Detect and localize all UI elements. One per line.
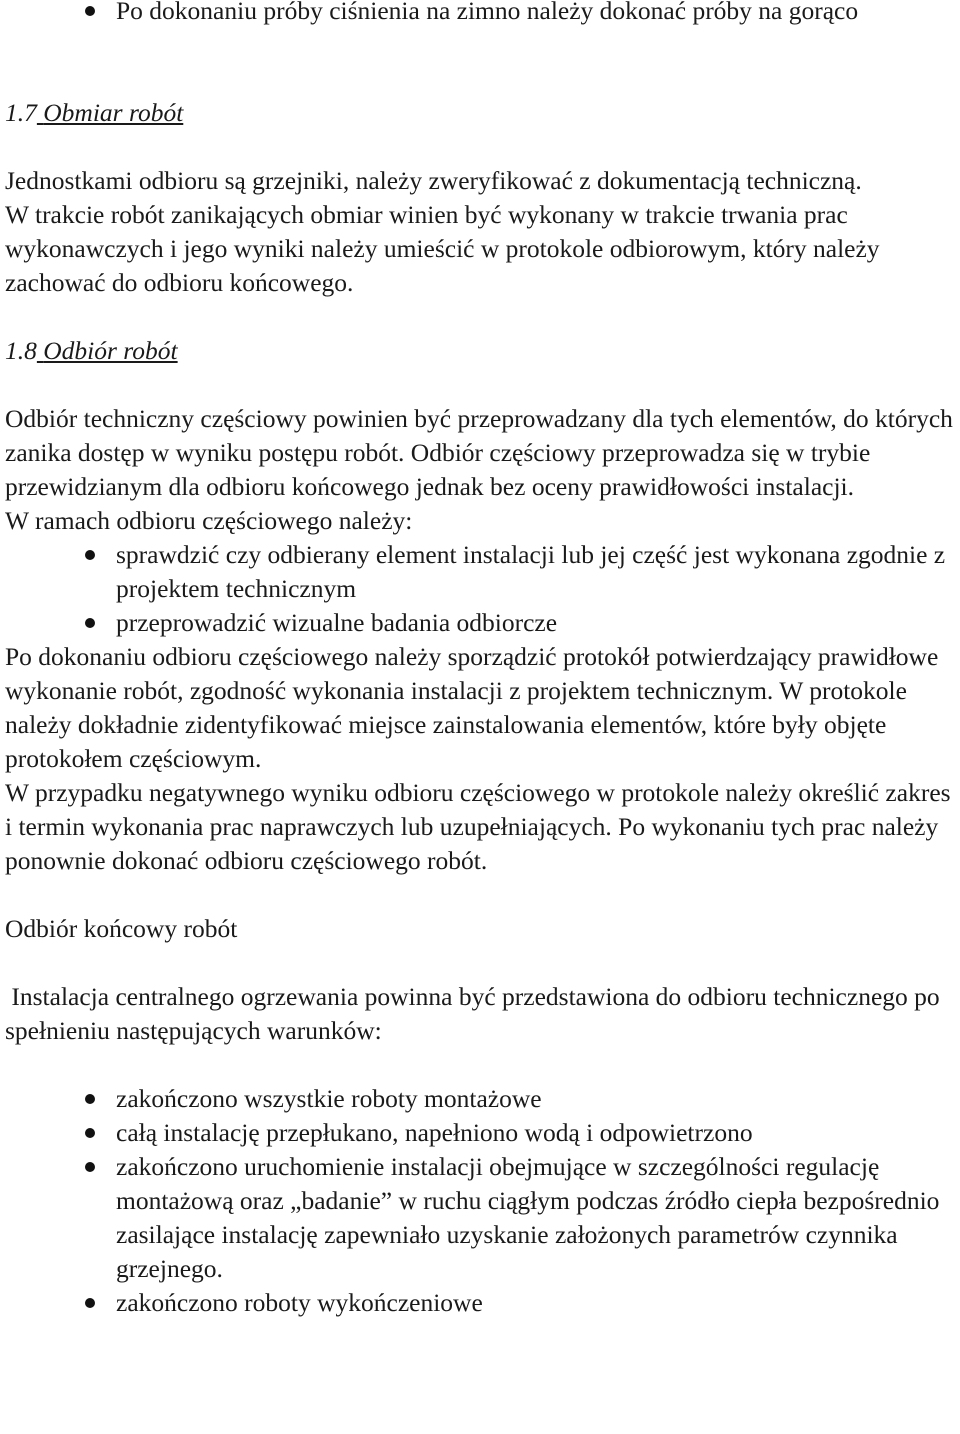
- bullet-icon: [85, 550, 95, 560]
- list-item: [5, 0, 957, 28]
- list-item-text: przeprowadzić wizualne badania odbiorcze: [116, 608, 558, 637]
- section-title: Odbiór robót: [43, 336, 178, 365]
- list-lead: W ramach odbioru częściowego należy:: [5, 506, 413, 535]
- list-item: [5, 1116, 957, 1150]
- section-heading-1-8: [5, 334, 957, 368]
- list-item: [5, 606, 957, 640]
- bullet-icon: [85, 1094, 95, 1104]
- list-item-text: sprawdzić czy odbierany element instalacji lub jej część jest wykonana zgodnie z projektem technicznym: [116, 540, 946, 603]
- section-number: 1.7: [5, 98, 37, 127]
- list-item-text: zakończono uruchomienie instalacji obejmujące w szczególności regulację montażową oraz „badanie” w ruchu ciągłym podczas źródło ciepła bezpośrednio zasilające instalację zapewniało uzyskanie założonych parametrów czynnika grzejnego.: [116, 1152, 940, 1283]
- bullet-icon: [85, 1162, 95, 1172]
- list-item-text: całą instalację przepłukano, napełniono wodą i odpowietrzono: [116, 1118, 753, 1147]
- paragraph: Po dokonaniu odbioru częściowego należy sporządzić protokół potwierdzający prawidłowe wykonanie robót, zgodność wykonania instalacji z projektem technicznym. W protokole należy dokładnie zidentyfikować miejsce zainstalowania elementów, które były objęte protokołem częściowym.: [5, 642, 939, 773]
- bullet-icon: [85, 1128, 95, 1138]
- paragraph: W przypadku negatywnego wyniku odbioru częściowego w protokole należy określić zakres i termin wykonania prac naprawczych lub uzupełniających. Po wykonaniu tych prac należy ponownie dokonać odbioru częściowego robót.: [5, 778, 951, 875]
- document-page: [5, 0, 957, 1320]
- bullet-icon: [85, 618, 95, 628]
- section-title: Obmiar robót: [43, 98, 184, 127]
- list-item: [5, 1082, 957, 1116]
- final-section-title: Odbiór końcowy robót: [5, 914, 238, 943]
- list-item-text: zakończono wszystkie roboty montażowe: [116, 1084, 542, 1113]
- paragraph: Jednostkami odbioru są grzejniki, należy zweryfikować z dokumentacją techniczną.: [5, 166, 862, 195]
- section-heading-1-7: [5, 96, 957, 130]
- paragraph: Instalacja centralnego ogrzewania powinna być przedstawiona do odbioru technicznego po spełnieniu następujących warunków:: [5, 982, 947, 1045]
- partial-acceptance-list: [5, 538, 957, 640]
- final-conditions-list: [5, 1082, 957, 1320]
- list-item: [5, 1150, 957, 1286]
- top-bullet-list: [5, 0, 957, 28]
- bullet-icon: [85, 6, 95, 16]
- bullet-icon: [85, 1298, 95, 1308]
- paragraph: W trakcie robót zanikających obmiar winien być wykonany w trakcie trwania prac wykonawczych i jego wyniki należy umieścić w protokole odbiorowym, który należy zachować do odbioru końcowego.: [5, 200, 880, 297]
- list-item-text: Po dokonaniu próby ciśnienia na zimno należy dokonać próby na gorąco: [116, 0, 859, 25]
- list-item: [5, 1286, 957, 1320]
- list-item-text: zakończono roboty wykończeniowe: [116, 1288, 483, 1317]
- paragraph: Odbiór techniczny częściowy powinien być przeprowadzany dla tych elementów, do których zanika dostęp w wyniku postępu robót. Odbiór częściowy przeprowadza się w trybie przewidzianym dla odbioru końcowego jednak bez oceny prawidłowości instalacji.: [5, 404, 953, 501]
- section-number: 1.8: [5, 336, 37, 365]
- list-item: [5, 538, 957, 606]
